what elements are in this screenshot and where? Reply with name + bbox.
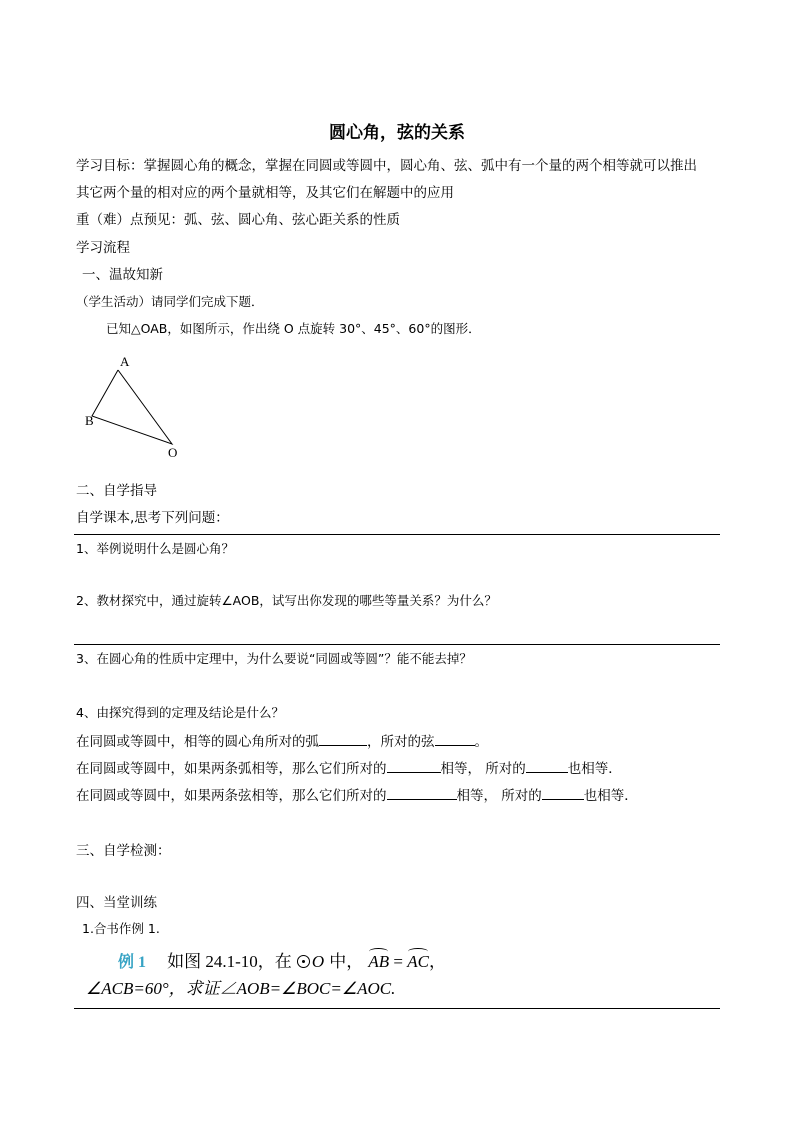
task-text: 已知△OAB，如图所示，作出绕 O 点旋转 30°、45°、60°的图形．: [106, 321, 481, 336]
question-2: 2、教材探究中，通过旋转∠AOB，试写出你发现的哪些等量关系？为什么？: [76, 593, 497, 608]
blank-2-first[interactable]: [387, 771, 441, 773]
question-4: 4、由探究得到的定理及结论是什么？: [76, 705, 284, 720]
statement-2-b: 相等， 所对的: [440, 761, 526, 777]
example-text-a: 如图 24.1-10，在: [167, 952, 292, 971]
statement-1: [76, 730, 488, 750]
blank-3-first[interactable]: [387, 798, 457, 800]
label-o: O: [168, 445, 178, 460]
statement-2-c: 也相等．: [567, 761, 622, 777]
arc-ab: AB: [368, 952, 390, 971]
rule-1: [74, 534, 720, 535]
arc-ac: AC: [407, 952, 429, 971]
circle-dot-icon: [297, 955, 310, 968]
triangle-figure: [80, 350, 190, 462]
label-a: A: [120, 354, 130, 369]
example-line-1: [118, 947, 446, 972]
statement-3-c: 也相等．: [583, 788, 638, 804]
statement-3: [76, 784, 638, 804]
statement-3-a: 在同圆或等圆中，如果两条弦相等，那么它们所对的: [76, 788, 387, 804]
goal-line-1: 学习目标：掌握圆心角的概念，掌握在同圆或等圆中，圆心角、弦、弧中有一个量的两个相等就可以推出: [76, 158, 697, 174]
activity-text: （学生活动）请同学们完成下题．: [76, 294, 264, 309]
triangle-oab: [92, 370, 172, 444]
label-b: B: [85, 413, 94, 428]
section-1-heading: 一、温故知新: [82, 267, 163, 283]
example-label: 例 1: [118, 954, 147, 971]
blank-arc[interactable]: [319, 744, 367, 746]
blank-chord[interactable]: [435, 744, 475, 746]
blank-2-second[interactable]: [526, 771, 568, 773]
statement-1-b: ，所对的弦: [367, 734, 435, 750]
statement-1-c: 。: [474, 734, 488, 750]
circle-name: O: [311, 952, 325, 971]
self-study-text: 自学课本,思考下列问题：: [76, 510, 229, 526]
statement-3-b: 相等， 所对的: [456, 788, 542, 804]
rule-2: [74, 644, 720, 645]
key-points: 重（难）点预见：弧、弦、圆心角、弦心距关系的性质: [76, 212, 400, 228]
statement-1-a: 在同圆或等圆中，相等的圆心角所对的弧: [76, 734, 319, 750]
process-heading: 学习流程: [76, 240, 130, 256]
example-text-b: 中，: [329, 952, 364, 971]
question-3: 3、在圆心角的性质中定理中，为什么要说“同圆或等圆”？能不能去掉？: [76, 651, 472, 666]
page-title: 圆心角，弦的关系: [329, 123, 465, 143]
practice-1: 1.合书作例 1.: [82, 921, 160, 936]
section-4-heading: 四、当堂训练: [76, 895, 157, 911]
equals-sign: =: [389, 952, 408, 971]
goal-line-2: 其它两个量的相对应的两个量就相等，及其它们在解题中的应用: [76, 185, 454, 201]
section-3-heading: 三、自学检测：: [76, 843, 171, 859]
question-1: 1、举例说明什么是圆心角？: [76, 541, 234, 556]
statement-2-a: 在同圆或等圆中，如果两条弧相等，那么它们所对的: [76, 761, 387, 777]
section-2-heading: 二、自学指导: [76, 483, 157, 499]
example-comma: ，: [428, 952, 446, 971]
statement-2: [76, 757, 622, 777]
rule-3: [74, 1008, 720, 1009]
example-line-2: ∠ACB=60°，求证∠AOB=∠BOC=∠AOC.: [86, 979, 396, 998]
blank-3-second[interactable]: [542, 798, 584, 800]
